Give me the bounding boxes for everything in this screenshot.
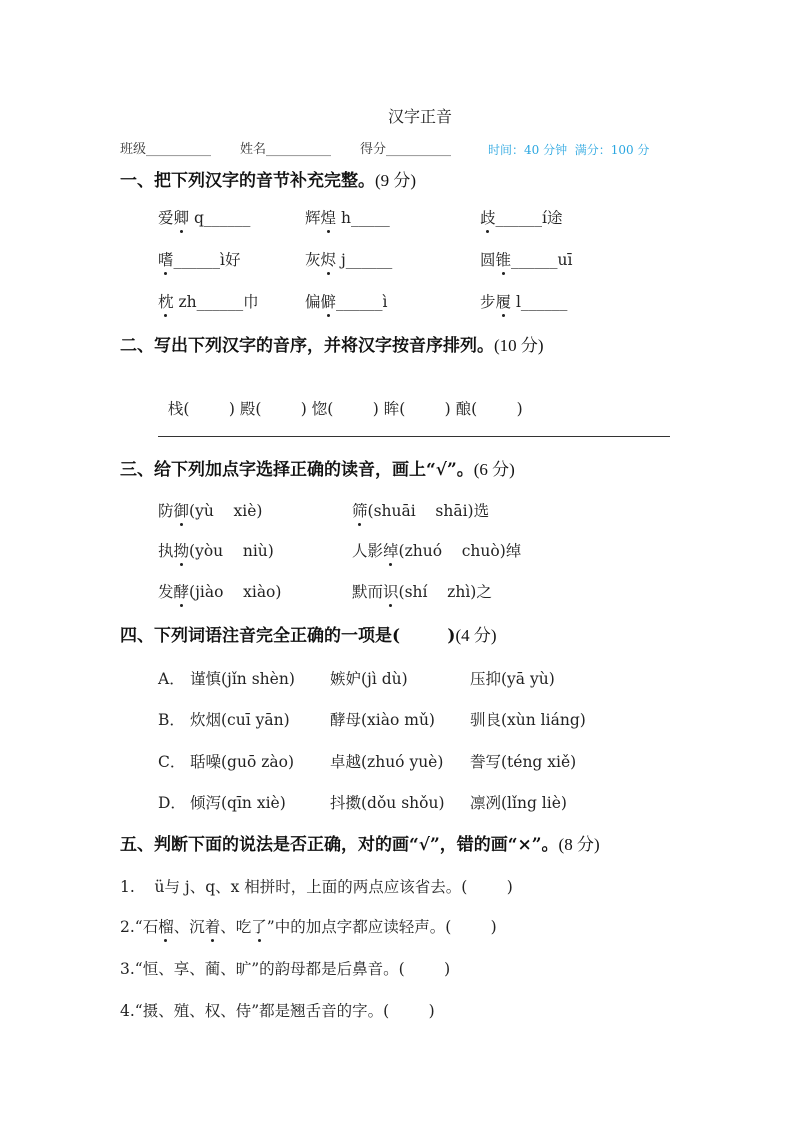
dotted-char: 酵 [173,583,190,601]
dotted-char: 榴 [158,918,174,936]
dotted-item [352,582,492,602]
item-text: 偏 [305,293,321,311]
section-2-chars: 栈( ) 殿( ) 惚( ) 眸( ) 酿( ) [167,400,523,418]
option-word: 谨慎(jǐn shèn) [190,670,295,688]
option-word: 抖擞(dǒu shǒu) [330,794,445,812]
dotted-char: 识 [383,583,399,601]
item-text: (shuāi shāi)选 [367,502,490,520]
item-text: 3.“恒、享、蔺、旷”的韵母都是后鼻音。( ) [120,960,451,978]
option-label[interactable]: B． [158,711,185,729]
item-text: 发 [158,583,174,601]
option-label[interactable]: C． [158,753,186,771]
dotted-item [480,250,572,270]
item-text: 、吃 [220,918,252,936]
option-word: 誊写(téng xiě) [470,753,577,771]
item-text: (yù xiè) [189,502,263,520]
dotted-char: 了 [251,918,267,936]
page-title: 汉字正音 [387,107,452,126]
dotted-char: 枕 [158,293,174,311]
option-label[interactable]: D． [158,794,186,812]
option-word: 卓越(zhuó yuè) [330,753,444,771]
dotted-item [158,292,259,312]
item-text: 执 [158,542,174,560]
time-info: 时间：40 分钟 满分：100 分 [488,143,650,157]
option-word: 驯良(xùn liáng) [470,711,586,729]
option-word: 炊烟(cuī yān) [190,711,290,729]
dotted-item [352,541,521,561]
item-text: (jiào xiào) [189,583,282,601]
section-1-heading: 一、把下列汉字的音节补充完整。(9 分) [120,171,417,191]
item-text: zh______巾 [173,293,259,311]
item-text: ______ì好 [173,251,241,269]
dotted-char: 锥 [495,251,512,269]
item-text: (shí zhì)之 [398,583,492,601]
item-text: 圆 [480,251,496,269]
name-field[interactable]: 姓名__________ [240,142,332,157]
section-2-heading: 二、写出下列汉字的音序，并将汉字按音序排列。(10 分) [120,336,544,356]
section-5-heading: 五、判断下面的说法是否正确，对的画“√”，错的画“×”。(8 分) [120,835,600,855]
item-text: h_____ [336,209,390,227]
dotted-item [480,208,562,228]
dotted-char: 歧 [480,209,496,227]
item-text: ______í途 [495,209,563,227]
dotted-char: 烬 [320,251,337,269]
item-text: (yòu niù) [189,542,274,560]
judgement-item [120,1001,435,1021]
dotted-item [352,501,489,521]
option-label[interactable]: A． [158,670,185,688]
dotted-item [158,541,274,561]
item-text: 防 [158,502,174,520]
item-text: j______ [336,251,393,269]
option-word: 酵母(xiào mǔ) [330,711,435,729]
dotted-char: 筛 [352,502,368,520]
item-text: 辉 [305,209,321,227]
item-text: 、沉 [173,918,205,936]
dotted-item [305,250,392,270]
option-word: 聒噪(guō zào) [190,753,294,771]
dotted-item [158,250,240,270]
score-field[interactable]: 得分__________ [360,142,452,157]
section-3-heading: 三、给下列加点字选择正确的读音，画上“√”。(6 分) [120,460,515,480]
item-text: 默而 [352,583,384,601]
dotted-char: 御 [173,502,190,520]
dotted-item [480,292,567,312]
item-text: ______ì [336,293,388,311]
option-word: 凛冽(lǐng liè) [470,794,567,812]
dotted-item [305,208,390,228]
dotted-char: 着 [204,918,221,936]
dotted-char: 履 [495,293,512,311]
dotted-item [305,292,388,312]
item-text: ______uī [511,251,573,269]
item-text: 1. ü与 j、q、x 相拼时，上面的两点应该省去。( ) [120,878,513,896]
option-word: 倾泻(qīn xiè) [190,794,286,812]
option-word: 嫉妒(jì dù) [330,670,408,688]
dotted-char: 煌 [320,209,337,227]
judgement-item [120,917,497,937]
dotted-item [158,582,281,602]
item-text: 爱 [158,209,174,227]
answer-line[interactable] [158,436,670,437]
item-text: (zhuó chuò)绰 [398,542,522,560]
item-text: l______ [511,293,568,311]
dotted-char: 卿 [173,209,190,227]
item-text: 2.“石 [120,918,159,936]
item-text: 人影 [352,542,384,560]
item-text: ”中的加点字都应读轻声。( ) [266,918,497,936]
item-text: q______ [189,209,251,227]
judgement-item [120,877,513,897]
dotted-item [158,501,262,521]
dotted-char: 嗜 [158,251,174,269]
dotted-char: 拗 [173,542,190,560]
dotted-char: 僻 [320,293,337,311]
class-field[interactable]: 班级__________ [120,142,212,157]
item-text: 4.“摄、殖、权、侍”都是翘舌音的字。( ) [120,1002,435,1020]
item-text: 步 [480,293,496,311]
dotted-char: 绰 [383,542,399,560]
dotted-item [158,208,250,228]
item-text: 灰 [305,251,321,269]
judgement-item [120,959,450,979]
option-word: 压抑(yā yù) [470,670,555,688]
section-4-heading: 四、下列词语注音完全正确的一项是( )(4 分) [120,626,497,646]
